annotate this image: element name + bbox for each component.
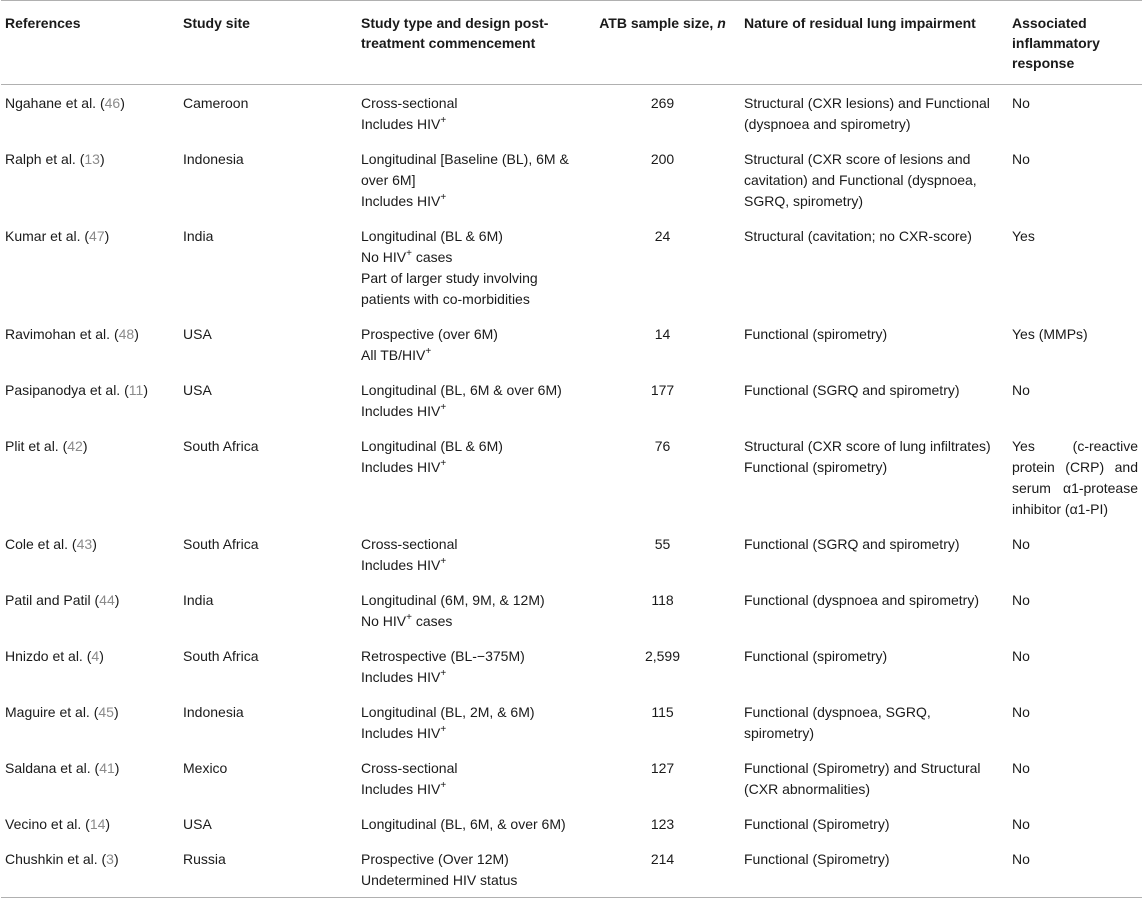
hiv-superscript: + [440, 192, 447, 203]
reference-name: Saldana et al. [5, 760, 91, 776]
design-line-text: Undetermined HIV status [361, 872, 518, 888]
cell-impairment: Functional (spirometry) [744, 326, 888, 342]
design-line [361, 436, 581, 457]
cell-reference: Ngahane et al. (46) [5, 95, 125, 111]
header-row [1, 1, 1142, 85]
design-line [361, 814, 581, 835]
cell-study-site: USA [183, 382, 212, 398]
design-line [361, 723, 581, 744]
reference-name: Kumar et al. [5, 228, 81, 244]
design-line [361, 191, 581, 212]
cell-reference: Chushkin et al. (3) [5, 851, 119, 867]
table-row [1, 841, 1142, 898]
reference-name: Pasipanodya et al. [5, 382, 121, 398]
table-row [1, 218, 1142, 316]
cell-reference: Plit et al. (42) [5, 438, 88, 454]
table-row [1, 526, 1142, 582]
cell-reference: Hnizdo et al. (4) [5, 648, 104, 664]
design-line [361, 324, 581, 345]
cell-reference: Vecino et al. (14) [5, 816, 111, 832]
cell-study-site: Cameroon [183, 95, 249, 111]
reference-number-link[interactable]: 4 [91, 648, 100, 664]
reference-name: Chushkin et al. [5, 851, 98, 867]
reference-name: Hnizdo et al. [5, 648, 83, 664]
cell-sample-size: 177 [650, 382, 675, 398]
cell-study-site: Indonesia [183, 151, 244, 167]
cell-reference: Patil and Patil (44) [5, 592, 120, 608]
design-line-text: Retrospective (BL-−375M) [361, 648, 525, 664]
cell-study-site: South Africa [183, 648, 259, 664]
design-line [361, 247, 581, 268]
cell-study-site: Mexico [183, 760, 228, 776]
cell-sample-size: 200 [650, 151, 675, 167]
design-line-text: Part of larger study involving patients with co-morbidities [361, 270, 538, 307]
hiv-superscript: + [440, 402, 447, 413]
reference-number-link[interactable]: 13 [84, 151, 100, 167]
header-inflammatory: Associated inflammatory response [1012, 15, 1100, 71]
cell-reference: Maguire et al. (45) [5, 704, 119, 720]
design-line-text: Includes HIV [361, 669, 441, 685]
reference-number-link[interactable]: 41 [99, 760, 115, 776]
header-references: References [5, 15, 81, 31]
cell-reference: Ravimohan et al. (48) [5, 326, 139, 342]
hiv-superscript: + [440, 780, 447, 791]
header-impairment: Nature of residual lung impairment [744, 15, 976, 31]
reference-number-link[interactable]: 11 [128, 382, 144, 398]
hiv-superscript: + [406, 612, 412, 623]
design-line-suffix: cases [411, 613, 453, 629]
cell-study-site: USA [183, 816, 212, 832]
cell-inflammatory: Yes (MMPs) [1012, 326, 1088, 342]
cell-impairment: Functional (SGRQ and spirometry) [744, 382, 960, 398]
cell-study-design [357, 428, 585, 526]
design-line [361, 590, 581, 611]
cell-reference: Cole et al. (43) [5, 536, 97, 552]
reference-name: Maguire et al. [5, 704, 90, 720]
cell-inflammatory: No [1012, 851, 1030, 867]
cell-study-design [357, 372, 585, 428]
table-body [1, 85, 1142, 898]
cell-impairment: Functional (dyspnoea, SGRQ, spirometry) [744, 704, 931, 741]
reference-number-link[interactable]: 14 [89, 816, 106, 832]
cell-inflammatory: No [1012, 648, 1030, 664]
design-line-text: All TB/HIV [361, 347, 426, 363]
design-line-text: No HIV [361, 249, 407, 265]
table-row [1, 428, 1142, 526]
design-line-text: Prospective (over 6M) [361, 326, 498, 342]
design-line [361, 93, 581, 114]
cell-impairment: Functional (Spirometry) and Structural (CXR abnormalities) [744, 760, 981, 797]
table-row [1, 85, 1142, 142]
reference-number-link[interactable]: 44 [99, 592, 115, 608]
cell-study-design [357, 85, 585, 142]
design-line [361, 380, 581, 401]
reference-number-link[interactable]: 48 [118, 326, 135, 342]
cell-impairment: Functional (Spirometry) [744, 816, 890, 832]
header-sample-size-text: ATB sample size, [599, 15, 718, 31]
design-line-text: Longitudinal (BL, 2M, & 6M) [361, 704, 535, 720]
design-line-text: Cross-sectional [361, 760, 458, 776]
header-sample-size [585, 1, 740, 85]
design-line-text: Includes HIV [361, 781, 441, 797]
design-line [361, 758, 581, 779]
cell-inflammatory: Yes [1012, 228, 1035, 244]
cell-impairment: Structural (cavitation; no CXR-score) [744, 228, 972, 244]
cell-study-design [357, 806, 585, 841]
design-line-text: Longitudinal (BL & 6M) [361, 228, 503, 244]
cell-reference: Pasipanodya et al. (11) [5, 382, 148, 398]
study-table [1, 0, 1142, 898]
design-line-text: Includes HIV [361, 116, 441, 132]
cell-sample-size: 14 [654, 326, 671, 342]
cell-inflammatory: No [1012, 592, 1030, 608]
design-line [361, 702, 581, 723]
design-line-text: Longitudinal (BL, 6M & over 6M) [361, 382, 562, 398]
reference-name: Ralph et al. [5, 151, 76, 167]
cell-study-design [357, 841, 585, 898]
hiv-superscript: + [440, 458, 447, 469]
cell-study-site: USA [183, 326, 212, 342]
cell-impairment: Structural (CXR lesions) and Functional (dyspnoea and spirometry) [744, 95, 990, 132]
design-line [361, 849, 581, 870]
design-line [361, 870, 581, 891]
cell-sample-size: 24 [654, 228, 671, 244]
table-row [1, 806, 1142, 841]
cell-inflammatory: No [1012, 95, 1030, 111]
design-line-text: Includes HIV [361, 725, 441, 741]
cell-impairment: Structural (CXR score of lung infiltrates) Functional (spirometry) [744, 438, 991, 475]
cell-study-design [357, 141, 585, 218]
cell-inflammatory: No [1012, 382, 1030, 398]
cell-inflammatory: Yes (c-reactive protein (CRP) and serum α1-protease inhibitor (α1-PI) [1012, 438, 1138, 517]
reference-number-link[interactable]: 3 [106, 851, 114, 867]
cell-impairment: Functional (dyspnoea and spirometry) [744, 592, 980, 608]
cell-study-site: Indonesia [183, 704, 244, 720]
hiv-superscript: + [440, 556, 447, 567]
table-row [1, 141, 1142, 218]
cell-impairment: Functional (Spirometry) [744, 851, 890, 867]
design-line [361, 149, 581, 191]
reference-name: Ravimohan et al. [5, 326, 111, 342]
design-line [361, 667, 581, 688]
cell-sample-size: 55 [654, 536, 671, 552]
reference-name: Patil and Patil [5, 592, 91, 608]
design-line [361, 226, 581, 247]
table-row [1, 638, 1142, 694]
design-line-suffix: cases [411, 249, 453, 265]
cell-study-site: Russia [183, 851, 226, 867]
hiv-superscript: + [406, 248, 412, 259]
design-line [361, 555, 581, 576]
design-line-text: Includes HIV [361, 557, 441, 573]
design-line-text: Cross-sectional [361, 95, 458, 111]
cell-sample-size: 115 [651, 704, 674, 720]
design-line [361, 534, 581, 555]
table-row [1, 750, 1142, 806]
reference-number-link[interactable]: 45 [98, 704, 114, 720]
cell-inflammatory: No [1012, 816, 1030, 832]
header-sample-size-n: n [717, 15, 726, 31]
design-line-text: Prospective (Over 12M) [361, 851, 509, 867]
design-line [361, 457, 581, 478]
cell-inflammatory: No [1012, 760, 1030, 776]
cell-sample-size: 118 [651, 592, 674, 608]
cell-study-design [357, 218, 585, 316]
table-header [1, 1, 1142, 85]
reference-name: Vecino et al. [5, 816, 82, 832]
design-line-text: Longitudinal [Baseline (BL), 6M & over 6M] [361, 151, 569, 188]
cell-study-site: India [183, 228, 214, 244]
cell-impairment: Functional (spirometry) [744, 648, 888, 664]
cell-sample-size: 76 [654, 438, 671, 454]
hiv-superscript: + [440, 724, 447, 735]
design-line [361, 345, 581, 366]
cell-sample-size: 269 [650, 95, 675, 111]
cell-study-design [357, 316, 585, 372]
reference-number-link[interactable]: 46 [104, 95, 121, 111]
design-line [361, 779, 581, 800]
cell-inflammatory: No [1012, 536, 1030, 552]
cell-study-design [357, 750, 585, 806]
cell-study-design [357, 638, 585, 694]
table-row [1, 694, 1142, 750]
cell-inflammatory: No [1012, 704, 1030, 720]
design-line-text: Includes HIV [361, 193, 441, 209]
design-line-text: Includes HIV [361, 459, 441, 475]
cell-study-site: South Africa [183, 536, 259, 552]
cell-sample-size: 123 [650, 816, 675, 832]
cell-reference: Ralph et al. (13) [5, 151, 105, 167]
cell-study-site: South Africa [183, 438, 259, 454]
design-line-text: No HIV [361, 613, 407, 629]
design-line-text: Longitudinal (BL, 6M, & over 6M) [361, 816, 566, 832]
cell-impairment: Structural (CXR score of lesions and cavitation) and Functional (dyspnoea, SGRQ, spirometry) [744, 151, 977, 209]
hiv-superscript: + [440, 115, 447, 126]
cell-sample-size: 2,599 [644, 648, 681, 664]
cell-study-design [357, 582, 585, 638]
design-line [361, 401, 581, 422]
cell-study-design [357, 526, 585, 582]
header-study-site: Study site [183, 15, 250, 31]
cell-reference: Kumar et al. (47) [5, 228, 110, 244]
reference-number-link[interactable]: 42 [67, 438, 83, 454]
cell-inflammatory: No [1012, 151, 1030, 167]
reference-name: Plit et al. [5, 438, 59, 454]
reference-number-link[interactable]: 47 [89, 228, 105, 244]
reference-name: Cole et al. [5, 536, 69, 552]
table-row [1, 316, 1142, 372]
header-study-type: Study type and design post-treatment commencement [361, 15, 549, 51]
reference-number-link[interactable]: 43 [76, 536, 93, 552]
design-line-text: Includes HIV [361, 403, 441, 419]
study-table-container [1, 0, 1142, 898]
reference-name: Ngahane et al. [5, 95, 97, 111]
design-line [361, 114, 581, 135]
design-line-text: Longitudinal (BL & 6M) [361, 438, 503, 454]
hiv-superscript: + [425, 346, 432, 357]
cell-sample-size: 127 [650, 760, 675, 776]
design-line [361, 268, 581, 310]
cell-study-design [357, 694, 585, 750]
design-line-text: Longitudinal (6M, 9M, & 12M) [361, 592, 545, 608]
table-row [1, 582, 1142, 638]
design-line [361, 611, 581, 632]
cell-sample-size: 214 [650, 851, 675, 867]
cell-study-site: India [183, 592, 214, 608]
design-line-text: Cross-sectional [361, 536, 458, 552]
table-row [1, 372, 1142, 428]
cell-impairment: Functional (SGRQ and spirometry) [744, 536, 960, 552]
design-line [361, 646, 581, 667]
hiv-superscript: + [440, 668, 447, 679]
cell-reference: Saldana et al. (41) [5, 760, 120, 776]
